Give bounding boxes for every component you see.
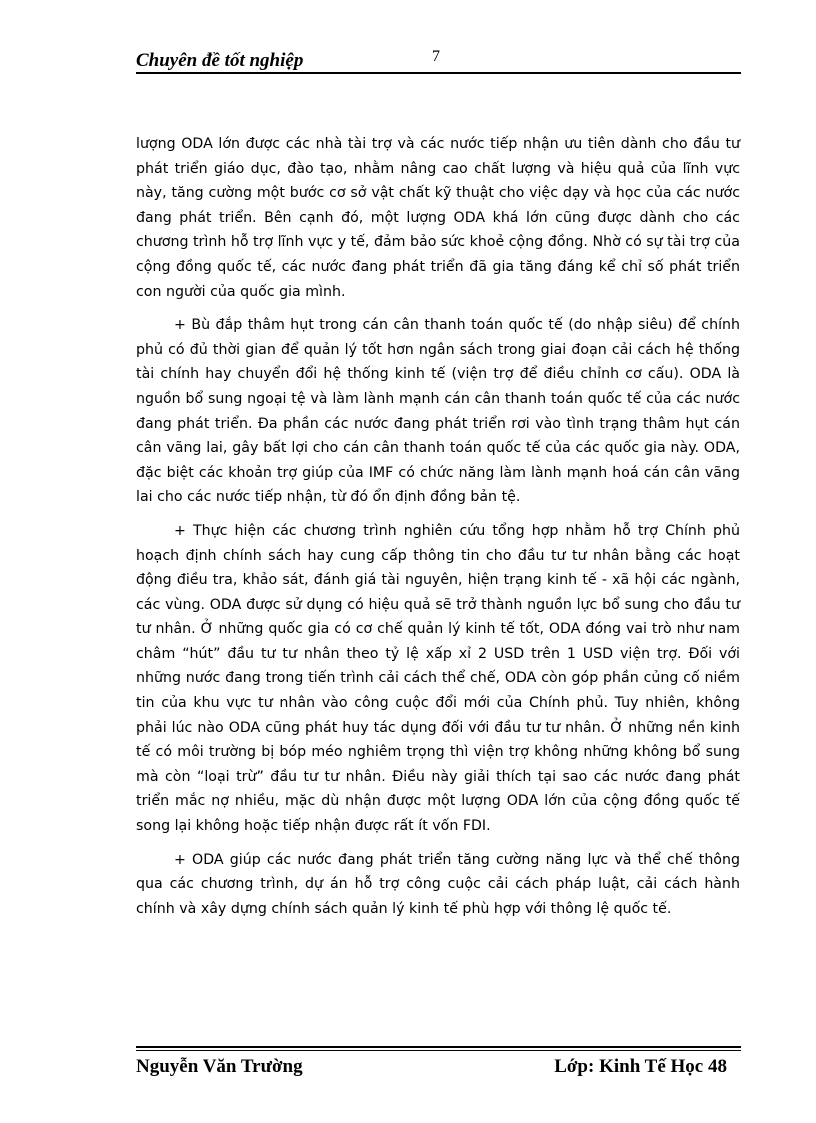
paragraph-1: lượng ODA lớn được các nhà tài trợ và các nước tiếp nhận ưu tiên dành cho đầu tư phát triển giáo dục, đào tạo, nhằm nâng cao chất lượng và hiệu quả của lĩnh vực này, tăng cường một bước cơ sở vật chất kỹ thuật cho việc dạy và học của các nước đang phát triển. Bên cạnh đó, một lượng ODA khá lớn cũng được dành cho các chương trình hỗ trợ lĩnh vực y tế, đảm bảo sức khoẻ cộng đồng. Nhờ có sự tài trợ của cộng đồng quốc tế, các nước đang phát triển đã gia tăng đáng kể chỉ số phát triển con người của quốc gia mình. xyxy=(136,136,740,300)
header-title: Chuyên đề tốt nghiệp xyxy=(136,50,304,71)
page-header xyxy=(136,46,741,76)
footer-rule xyxy=(136,1046,741,1048)
paragraph-2: + Bù đắp thâm hụt trong cán cân thanh toán quốc tế (do nhập siêu) để chính phủ có đủ thời gian để quản lý tốt hơn ngân sách trong giai đoạn cải cách hệ thống tài chính hay chuyển đổi hệ thống kinh tế (viện trợ để điều chỉnh cơ cấu). ODA là nguồn bổ sung ngoại tệ và làm lành mạnh cán cân thanh toán quốc tế của các nước đang phát triển. Đa phần các nước đang phát triển rơi vào tình trạng thâm hụt cán cân vãng lai, gây bất lợi cho cán cân thanh toán quốc tế của các quốc gia này. ODA, đặc biệt các khoản trợ giúp của IMF có chức năng làm lành mạnh hoá cán cân vãng lai cho các nước tiếp nhận, từ đó ổn định đồng bản tệ. xyxy=(136,317,740,506)
paragraph-3: + Thực hiện các chương trình nghiên cứu tổng hợp nhằm hỗ trợ Chính phủ hoạch định chính sách hay cung cấp thông tin cho đầu tư tư nhân bằng các hoạt động điều tra, khảo sát, đánh giá tài nguyên, hiện trạng kinh tế - xã hội các ngành, các vùng. ODA được sử dụng có hiệu quả sẽ trở thành nguồn lực bổ sung cho đầu tư tư nhân. Ở những quốc gia có cơ chế quản lý kinh tế tốt, ODA đóng vai trò như nam châm “hút” đầu tư tư nhân theo tỷ lệ xấp xỉ 2 USD trên 1 USD viện trợ. Đối với những nước đang trong tiến trình cải cách thể chế, ODA còn góp phần củng cố niềm tin của khu vực tư nhân vào công cuộc đổi mới của Chính phủ. Tuy nhiên, không phải lúc nào ODA cũng phát huy tác dụng đối với đầu tư tư nhân. Ở những nền kinh tế có môi trường bị bóp méo nghiêm trọng thì viện trợ không những không bổ sung mà còn “loại trừ” đầu tư tư nhân. Điều này giải thích tại sao các nước đang phát triển mắc nợ nhiều, mặc dù nhận được một lượng ODA lớn của cộng đồng quốc tế song lại không hoặc tiếp nhận được rất ít vốn FDI. xyxy=(136,522,740,835)
document-body xyxy=(136,132,740,930)
header-rule xyxy=(136,72,741,74)
paragraph-4: + ODA giúp các nước đang phát triển tăng cường năng lực và thể chế thông qua các chương trình, dự án hỗ trợ công cuộc cải cách pháp luật, cải cách hành chính và xây dựng chính sách quản lý kinh tế phù hợp với thông lệ quốc tế. xyxy=(136,851,740,917)
footer-rule-thin xyxy=(136,1050,741,1051)
page-footer xyxy=(136,1046,741,1086)
page-number: 7 xyxy=(432,48,440,65)
footer-author: Nguyễn Văn Trường xyxy=(136,1056,303,1077)
footer-class: Lớp: Kinh Tế Học 48 xyxy=(554,1056,727,1077)
